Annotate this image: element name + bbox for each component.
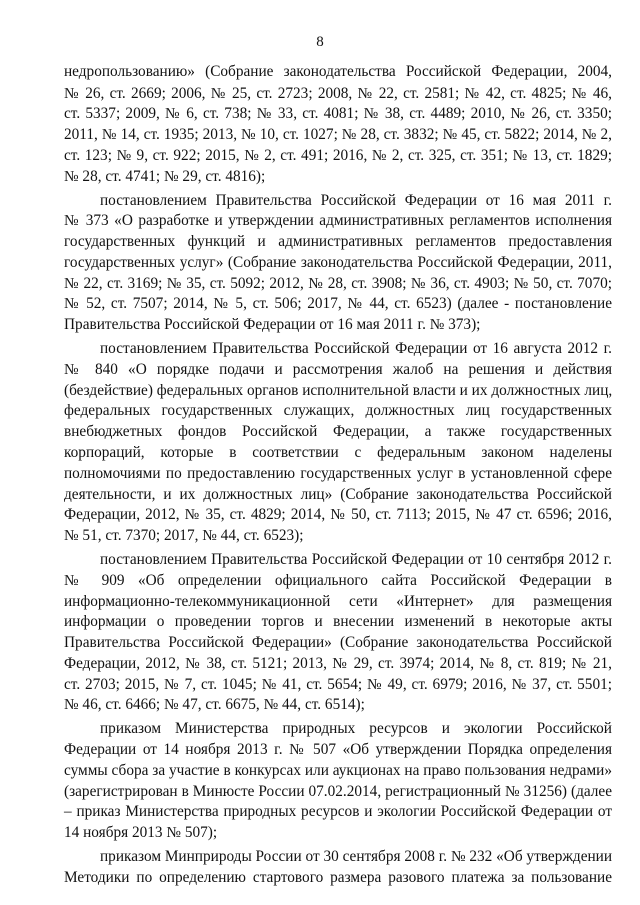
text-line: Федерации от 14 ноября 2013 г. № 507 «Об утверждении Порядка определения xyxy=(64,741,612,758)
text-line: постановлением Правительства Российской Федерации от 16 мая 2011 г. xyxy=(100,192,612,209)
text-line: Правительства Российской Федерации» (Собрание законодательства Российской xyxy=(64,634,612,651)
text-line: Методики по определению стартового размера разового платежа за пользование xyxy=(64,869,612,886)
text-line: № 28, ст. 4741; № 29, ст. 4816); xyxy=(64,168,266,185)
text-line: Федерации, 2012, № 35, ст. 4829; 2014, № 50, ст. 7113; 2015, № 47 ст. 6596; 2016, xyxy=(64,506,612,523)
text-line: суммы сбора за участие в конкурсах или аукционах на право пользования недрами» xyxy=(64,762,612,779)
text-line: приказом Минприроды России от 30 сентября 2008 г. № 232 «Об утверждении xyxy=(100,848,613,865)
text-line: информационно-телекоммуникационной сети «Интернет» для размещения xyxy=(64,593,612,610)
text-line: № 909 «Об определении официального сайта Российской Федерации в xyxy=(64,572,612,589)
text-line: постановлением Правительства Российской Федерации от 10 сентября 2012 г. xyxy=(100,551,612,568)
text-line: № 46, ст. 6466; № 47, ст. 6675, № 44, ст. 6514); xyxy=(64,696,365,713)
text-line: постановлением Правительства Российской Федерации от 16 августа 2012 г. xyxy=(100,340,612,357)
text-line: государственных функций и административных регламентов предоставления xyxy=(64,233,612,250)
text-line: 14 ноября 2013 № 507); xyxy=(64,824,218,841)
page-number: 8 xyxy=(316,34,324,50)
text-line: полномочиями по предоставлению государственных услуг в установленной сфере xyxy=(64,465,612,482)
text-line: № 22, ст. 3169; № 35, ст. 5092; 2012, № 28, ст. 3908; № 36, ст. 4903; № 50, ст. 7070; xyxy=(64,275,612,292)
text-line: Федерации, 2012, № 38, ст. 5121; 2013, № 29, ст. 3974; 2014, № 8, ст. 819; № 21, xyxy=(64,655,612,672)
text-line: № 51, ст. 7370; 2017, № 44, ст. 6523); xyxy=(64,527,304,544)
text-line: деятельности, и их должностных лиц» (Собрание законодательства Российской xyxy=(64,486,612,503)
text-line: № 26, ст. 2669; 2006, № 25, ст. 2723; 2008, № 22, ст. 2581; № 42, ст. 4825; № 46, xyxy=(64,85,612,102)
text-line: ст. 2703; 2015, № 7, ст. 1045; № 41, ст. 5654; № 49, ст. 6979; 2016, № 37, ст. 5501; xyxy=(64,676,612,693)
text-line: (бездействие) федеральных органов исполнительной власти и их должностных лиц, xyxy=(64,382,613,399)
text-line: 2011, № 14, ст. 1935; 2013, № 10, ст. 1027; № 28, ст. 3832; № 45, ст. 5822; 2014, № 2, xyxy=(64,126,612,143)
text-line: приказом Министерства природных ресурсов и экологии Российской xyxy=(100,720,612,737)
text-line: (зарегистрирован в Минюсте России 07.02.2014, регистрационный № 31256) (далее xyxy=(64,783,612,800)
text-line: № 840 «О порядке подачи и рассмотрения жалоб на решения и действия xyxy=(64,361,612,378)
text-line: информации о проведении торгов и внесении изменений в некоторые акты xyxy=(64,613,612,630)
text-line: № 373 «О разработке и утверждении административных регламентов исполнения xyxy=(64,212,612,229)
text-line: недропользованию» (Собрание законодательства Российской Федерации, 2004, xyxy=(64,63,612,80)
text-line: № 52, ст. 7507; 2014, № 5, ст. 506; 2017, № 44, ст. 6523) (далее - постановление xyxy=(64,295,612,312)
text-line: корпораций, которые в соответствии с федеральным законом наделены xyxy=(64,444,612,461)
text-line: государственных услуг» (Собрание законодательства Российской Федерации, 2011, xyxy=(64,254,612,271)
text-line: Правительства Российской Федерации от 16 мая 2011 г. № 373); xyxy=(64,316,481,333)
text-line: ст. 5337; 2009, № 6, ст. 738; № 33, ст. 4081; № 38, ст. 4489; 2010, № 26, ст. 3350; xyxy=(64,105,612,122)
text-line: внебюджетных фондов Российской Федерации, а также государственных xyxy=(64,423,612,440)
text-line: федеральных государственных служащих, должностных лиц государственных xyxy=(64,402,612,419)
text-line: – приказ Министерства природных ресурсов и экологии Российской Федерации от xyxy=(64,803,612,820)
text-line: ст. 123; № 9, ст. 922; 2015, № 2, ст. 491; 2016, № 2, ст. 325, ст. 351; № 13, ст. 1829; xyxy=(64,147,612,164)
